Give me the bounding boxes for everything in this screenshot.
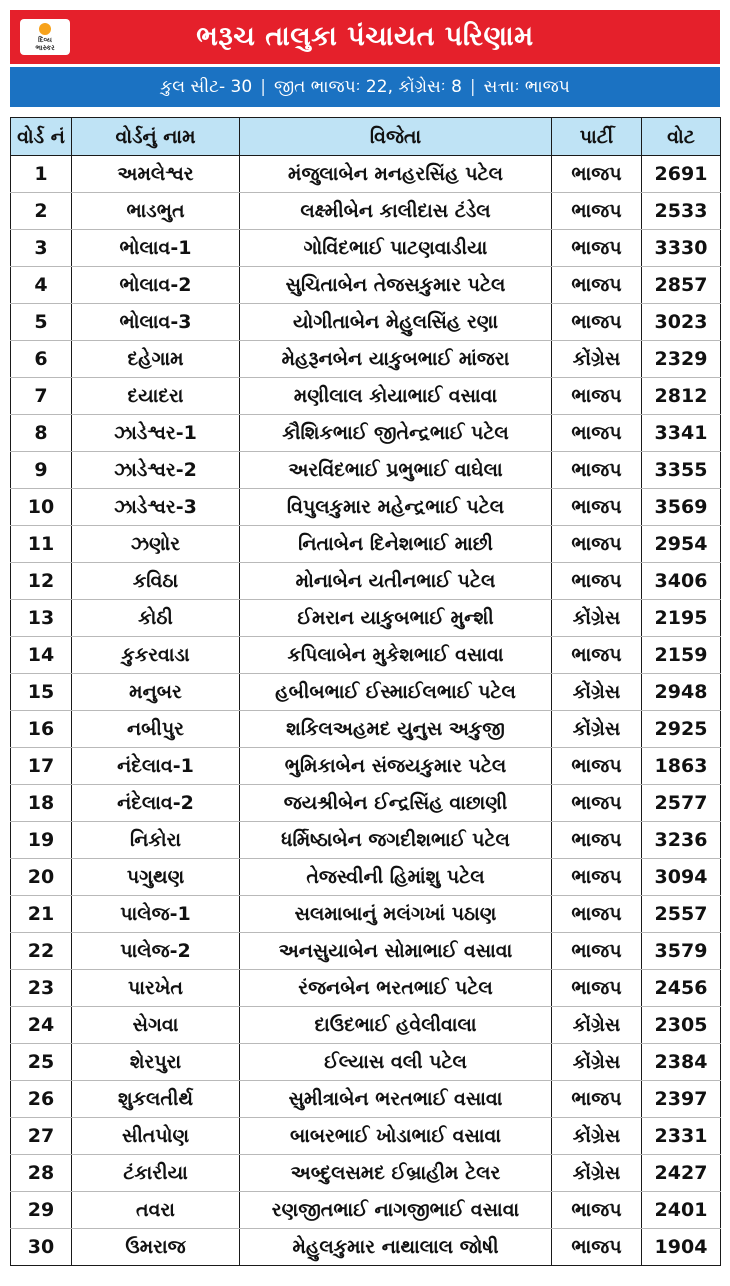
party-cell: ભાજપ <box>552 156 642 193</box>
ward-name-cell: અમલેશ્વર <box>72 156 240 193</box>
ward-number-cell: 27 <box>11 1118 72 1155</box>
ward-number-cell: 5 <box>11 304 72 341</box>
winner-cell: સુમીત્રાબેન ભરતભાઈ વસાવા <box>240 1081 552 1118</box>
ward-number-cell: 1 <box>11 156 72 193</box>
ward-name-cell: પાલેજ-2 <box>72 933 240 970</box>
table-row <box>11 1081 721 1118</box>
table-row <box>11 267 721 304</box>
title-bar <box>10 10 720 64</box>
votes-cell: 2812 <box>642 378 721 415</box>
party-cell: કોંગ્રેસ <box>552 711 642 748</box>
ward-name-cell: નંદેલાવ-2 <box>72 785 240 822</box>
winner-cell: યોગીતાબેન મેહુલસિંહ રણા <box>240 304 552 341</box>
ward-name-cell: દહેગામ <box>72 341 240 378</box>
brand-logo <box>20 19 70 55</box>
ward-number-cell: 20 <box>11 859 72 896</box>
ward-number-cell: 13 <box>11 600 72 637</box>
votes-cell: 3341 <box>642 415 721 452</box>
votes-cell: 2557 <box>642 896 721 933</box>
ward-name-cell: ઝાડેશ્વર-2 <box>72 452 240 489</box>
table-row <box>11 1192 721 1229</box>
table-body <box>11 156 721 1266</box>
winner-cell: રંજનબેન ભરતભાઈ પટેલ <box>240 970 552 1007</box>
winner-cell: મંજુલાબેન મનહરસિંહ પટેલ <box>240 156 552 193</box>
party-cell: ભાજપ <box>552 822 642 859</box>
logo-line-1: દિવ્ય <box>38 35 52 44</box>
ward-number-cell: 30 <box>11 1229 72 1266</box>
party-cell: ભાજપ <box>552 748 642 785</box>
header-winner: વિજેતા <box>240 118 552 156</box>
winner-cell: સલમાબાનું મલંગખાં પઠાણ <box>240 896 552 933</box>
party-cell: ભાજપ <box>552 304 642 341</box>
votes-cell: 3569 <box>642 489 721 526</box>
table-row <box>11 711 721 748</box>
header-party: પાર્ટી <box>552 118 642 156</box>
winner-cell: ભુમિકાબેન સંજયકુમાર પટેલ <box>240 748 552 785</box>
winner-cell: હબીબભાઈ ઈસ્માઈલભાઈ પટેલ <box>240 674 552 711</box>
party-cell: કોંગ્રેસ <box>552 674 642 711</box>
win-counts: જીત ભાજપઃ 22, કોંગ્રેસઃ 8 <box>273 77 462 97</box>
winner-cell: અનસુયાબેન સોમાભાઈ વસાવા <box>240 933 552 970</box>
votes-cell: 3579 <box>642 933 721 970</box>
winner-cell: મણીલાલ કોયાભાઈ વસાવા <box>240 378 552 415</box>
table-row <box>11 933 721 970</box>
table-row <box>11 859 721 896</box>
table-row <box>11 489 721 526</box>
party-cell: ભાજપ <box>552 1229 642 1266</box>
ward-name-cell: કુકરવાડા <box>72 637 240 674</box>
ward-number-cell: 3 <box>11 230 72 267</box>
ward-number-cell: 6 <box>11 341 72 378</box>
ward-number-cell: 7 <box>11 378 72 415</box>
logo-line-2: ભાસ્કર <box>35 43 55 52</box>
ward-number-cell: 22 <box>11 933 72 970</box>
ward-name-cell: મનુબર <box>72 674 240 711</box>
ward-number-cell: 17 <box>11 748 72 785</box>
party-cell: ભાજપ <box>552 1081 642 1118</box>
votes-cell: 3355 <box>642 452 721 489</box>
party-cell: ભાજપ <box>552 563 642 600</box>
ward-name-cell: ટંકારીયા <box>72 1155 240 1192</box>
votes-cell: 2305 <box>642 1007 721 1044</box>
winner-cell: લક્ષ્મીબેન કાલીદાસ ટંડેલ <box>240 193 552 230</box>
ward-name-cell: ઝણોર <box>72 526 240 563</box>
votes-cell: 2954 <box>642 526 721 563</box>
ward-number-cell: 11 <box>11 526 72 563</box>
votes-cell: 2397 <box>642 1081 721 1118</box>
winner-cell: ગોવિંદભાઈ પાટણવાડીયા <box>240 230 552 267</box>
votes-cell: 2401 <box>642 1192 721 1229</box>
table-row <box>11 526 721 563</box>
ward-number-cell: 2 <box>11 193 72 230</box>
winner-cell: વિપુલકુમાર મહેન્દ્રભાઈ પટેલ <box>240 489 552 526</box>
ward-number-cell: 14 <box>11 637 72 674</box>
winner-cell: તેજસ્વીની હિમાંશુ પટેલ <box>240 859 552 896</box>
votes-cell: 1904 <box>642 1229 721 1266</box>
ward-number-cell: 9 <box>11 452 72 489</box>
ward-number-cell: 4 <box>11 267 72 304</box>
ward-number-cell: 28 <box>11 1155 72 1192</box>
sun-icon <box>39 23 51 35</box>
header-votes: વોટ <box>642 118 721 156</box>
table-row <box>11 748 721 785</box>
votes-cell: 1863 <box>642 748 721 785</box>
ward-number-cell: 15 <box>11 674 72 711</box>
ward-name-cell: નબીપુર <box>72 711 240 748</box>
table-header-row <box>11 118 721 156</box>
winner-cell: મેહરૂનબેન યાકુબભાઈ માંજરા <box>240 341 552 378</box>
table-row <box>11 600 721 637</box>
divider: | <box>260 77 266 97</box>
votes-cell: 2329 <box>642 341 721 378</box>
votes-cell: 2857 <box>642 267 721 304</box>
party-cell: કોંગ્રેસ <box>552 600 642 637</box>
table-row <box>11 304 721 341</box>
ward-name-cell: ભોલાવ-3 <box>72 304 240 341</box>
party-cell: ભાજપ <box>552 785 642 822</box>
party-cell: કોંગ્રેસ <box>552 1118 642 1155</box>
party-cell: ભાજપ <box>552 415 642 452</box>
ward-number-cell: 19 <box>11 822 72 859</box>
winner-cell: જયશ્રીબેન ઈન્દ્રસિંહ વાછાણી <box>240 785 552 822</box>
winner-cell: મેહુલકુમાર નાથાલાલ જોષી <box>240 1229 552 1266</box>
votes-cell: 2331 <box>642 1118 721 1155</box>
ward-name-cell: દયાદરા <box>72 378 240 415</box>
party-cell: ભાજપ <box>552 452 642 489</box>
table-row <box>11 896 721 933</box>
votes-cell: 3094 <box>642 859 721 896</box>
party-cell: કોંગ્રેસ <box>552 1044 642 1081</box>
votes-cell: 2427 <box>642 1155 721 1192</box>
winner-cell: કપિલાબેન મુકેશભાઈ વસાવા <box>240 637 552 674</box>
party-cell: ભાજપ <box>552 230 642 267</box>
table-row <box>11 415 721 452</box>
ward-name-cell: કોઠી <box>72 600 240 637</box>
table-row <box>11 970 721 1007</box>
winner-cell: નિતાબેન દિનેશભાઈ માછી <box>240 526 552 563</box>
ward-name-cell: સેગવા <box>72 1007 240 1044</box>
votes-cell: 2691 <box>642 156 721 193</box>
ward-name-cell: ઝાડેશ્વર-1 <box>72 415 240 452</box>
party-cell: કોંગ્રેસ <box>552 1007 642 1044</box>
table-row <box>11 156 721 193</box>
ward-number-cell: 16 <box>11 711 72 748</box>
ward-number-cell: 26 <box>11 1081 72 1118</box>
table-row <box>11 452 721 489</box>
votes-cell: 3236 <box>642 822 721 859</box>
ward-number-cell: 18 <box>11 785 72 822</box>
ward-number-cell: 24 <box>11 1007 72 1044</box>
party-cell: કોંગ્રેસ <box>552 341 642 378</box>
winner-cell: ઈલ્યાસ વલી પટેલ <box>240 1044 552 1081</box>
party-cell: ભાજપ <box>552 1192 642 1229</box>
votes-cell: 3023 <box>642 304 721 341</box>
votes-cell: 2533 <box>642 193 721 230</box>
table-row <box>11 1118 721 1155</box>
ward-name-cell: કવિઠા <box>72 563 240 600</box>
party-cell: ભાજપ <box>552 933 642 970</box>
ward-number-cell: 8 <box>11 415 72 452</box>
ward-number-cell: 21 <box>11 896 72 933</box>
votes-cell: 2456 <box>642 970 721 1007</box>
ward-name-cell: ભોલાવ-1 <box>72 230 240 267</box>
ward-name-cell: શુકલતીર્થ <box>72 1081 240 1118</box>
ward-name-cell: નિકોરા <box>72 822 240 859</box>
votes-cell: 3330 <box>642 230 721 267</box>
table-row <box>11 193 721 230</box>
header-ward-name: વોર્ડનું નામ <box>72 118 240 156</box>
party-cell: ભાજપ <box>552 378 642 415</box>
party-cell: ભાજપ <box>552 970 642 1007</box>
winner-cell: બાબરભાઈ ખોડાભાઈ વસાવા <box>240 1118 552 1155</box>
votes-cell: 2948 <box>642 674 721 711</box>
ward-name-cell: પગુથણ <box>72 859 240 896</box>
winner-cell: ઈમરાન યાકુબભાઈ મુન્શી <box>240 600 552 637</box>
party-cell: ભાજપ <box>552 193 642 230</box>
table-row <box>11 1155 721 1192</box>
divider: | <box>469 77 476 97</box>
party-cell: ભાજપ <box>552 637 642 674</box>
ward-number-cell: 25 <box>11 1044 72 1081</box>
winner-cell: ધર્મિષ્ઠાબેન જગદીશભાઈ પટેલ <box>240 822 552 859</box>
table-row <box>11 1007 721 1044</box>
results-table <box>10 117 721 1266</box>
votes-cell: 2384 <box>642 1044 721 1081</box>
summary-bar <box>10 67 720 107</box>
party-cell: કોંગ્રેસ <box>552 1155 642 1192</box>
table-row <box>11 1044 721 1081</box>
votes-cell: 2159 <box>642 637 721 674</box>
table-row <box>11 1229 721 1266</box>
party-cell: ભાજપ <box>552 896 642 933</box>
table-row <box>11 785 721 822</box>
page-title: ભરૂચ તાલુકા પંચાયત પરિણામ <box>196 21 534 52</box>
votes-cell: 3406 <box>642 563 721 600</box>
ward-number-cell: 12 <box>11 563 72 600</box>
table-row <box>11 563 721 600</box>
table-row <box>11 341 721 378</box>
ward-name-cell: શેરપુરા <box>72 1044 240 1081</box>
header-ward-no: વોર્ડ નં <box>11 118 72 156</box>
ward-number-cell: 29 <box>11 1192 72 1229</box>
votes-cell: 2195 <box>642 600 721 637</box>
winner-cell: મોનાબેન યતીનભાઈ પટેલ <box>240 563 552 600</box>
party-cell: ભાજપ <box>552 859 642 896</box>
ward-name-cell: ઝાડેશ્વર-3 <box>72 489 240 526</box>
ward-name-cell: ભાડભુત <box>72 193 240 230</box>
ward-name-cell: સીતપોણ <box>72 1118 240 1155</box>
table-row <box>11 230 721 267</box>
ward-name-cell: તવરા <box>72 1192 240 1229</box>
winner-cell: દાઉદભાઈ હવેલીવાલા <box>240 1007 552 1044</box>
votes-cell: 2577 <box>642 785 721 822</box>
table-row <box>11 674 721 711</box>
table-row <box>11 822 721 859</box>
ruling-party: સત્તાઃ ભાજપ <box>483 77 570 97</box>
winner-cell: રણજીતભાઈ નાગજીભાઈ વસાવા <box>240 1192 552 1229</box>
party-cell: ભાજપ <box>552 526 642 563</box>
winner-cell: અબ્દુલસમદ ઈબ્રાહીમ ટેલર <box>240 1155 552 1192</box>
winner-cell: અરવિંદભાઈ પ્રભુભાઈ વાઘેલા <box>240 452 552 489</box>
total-seats: કુલ સીટ- 30 <box>160 77 253 97</box>
table-row <box>11 378 721 415</box>
votes-cell: 2925 <box>642 711 721 748</box>
party-cell: ભાજપ <box>552 489 642 526</box>
ward-name-cell: પાલેજ-1 <box>72 896 240 933</box>
winner-cell: શકિલઅહમદ યુનુસ અકુજી <box>240 711 552 748</box>
ward-name-cell: ભોલાવ-2 <box>72 267 240 304</box>
table-row <box>11 637 721 674</box>
ward-name-cell: ઉમરાજ <box>72 1229 240 1266</box>
ward-name-cell: નંદેલાવ-1 <box>72 748 240 785</box>
winner-cell: સુચિતાબેન તેજસકુમાર પટેલ <box>240 267 552 304</box>
ward-name-cell: પારખેત <box>72 970 240 1007</box>
winner-cell: કૌશિકભાઈ જીતેન્દ્રભાઈ પટેલ <box>240 415 552 452</box>
ward-number-cell: 10 <box>11 489 72 526</box>
party-cell: ભાજપ <box>552 267 642 304</box>
ward-number-cell: 23 <box>11 970 72 1007</box>
